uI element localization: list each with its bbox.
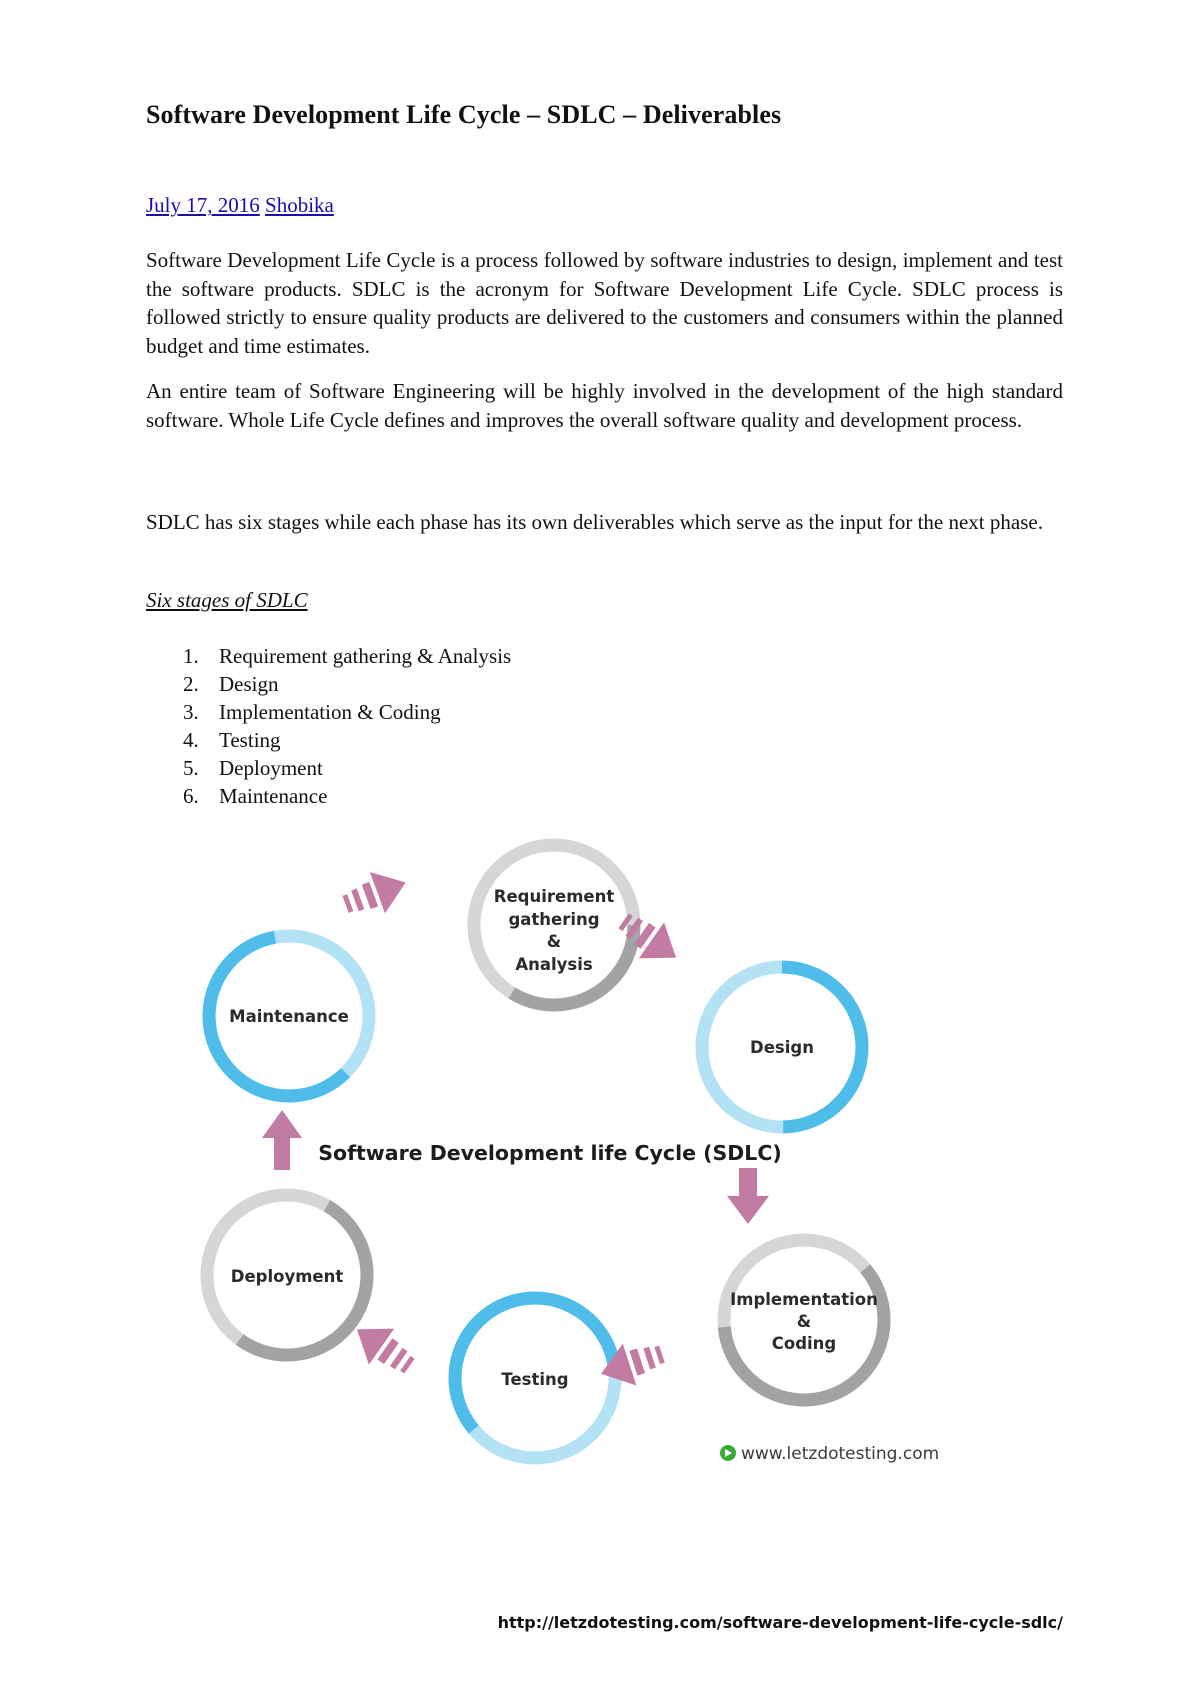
stage-label: Deployment	[219, 756, 323, 781]
footer-url: http://letzdotesting.com/software-development-life-cycle-sdlc/	[497, 1613, 1063, 1632]
stage-label: Implementation & Coding	[219, 700, 441, 725]
post-meta	[146, 193, 334, 218]
list-item: 4. Testing	[146, 726, 511, 754]
diagram-title: Software Development life Cycle (SDLC)	[318, 1141, 782, 1165]
node-label: Analysis	[515, 955, 593, 974]
stage-label: Maintenance	[219, 784, 328, 809]
credit	[720, 1444, 939, 1464]
node-label: Maintenance	[229, 1007, 349, 1026]
list-item: 3. Implementation & Coding	[146, 698, 511, 726]
node-label: Requirement	[493, 887, 615, 906]
arrow-maintenance-to-requirement	[338, 862, 413, 925]
node-label: Testing	[501, 1370, 569, 1389]
intro-paragraph: Software Development Life Cycle is a process followed by software industries to design, implement and test the software products. SDLC is the acronym for Software Development Life Cycle. SDLC process is followed strictly to ensure quality products are delivered to the customers and consumers within the planned budget and time estimates.	[146, 248, 1063, 358]
node-label: &	[796, 1312, 812, 1331]
stage-label: Testing	[219, 728, 281, 753]
arrow-deployment-to-maintenance	[262, 1110, 302, 1170]
node-label: Deployment	[230, 1267, 344, 1286]
list-item: 2. Design	[146, 670, 511, 698]
node-label: gathering	[508, 910, 600, 929]
stage-label: Design	[219, 672, 279, 697]
implementation-node	[691, 1207, 916, 1432]
team-paragraph: An entire team of Software Engineering will be highly involved in the development of the high standard software. Whole Life Cycle defines and improves the overall software quality and development process.	[146, 379, 1063, 432]
sdlc-cycle-diagram	[180, 830, 940, 1480]
credit-url: www.letzdotesting.com	[741, 1444, 940, 1464]
node-label: Design	[750, 1038, 814, 1057]
author-link[interactable]: Shobika	[265, 193, 334, 217]
stages-list	[146, 642, 511, 811]
node-label: Implementation	[730, 1290, 878, 1309]
maintenance-node	[180, 903, 402, 1129]
requirement-node	[474, 845, 634, 1005]
stages-heading: Six stages of SDLC	[146, 588, 308, 612]
node-label: &	[546, 932, 562, 951]
arrow-design-to-implementation	[727, 1168, 769, 1224]
list-item: 5. Deployment	[146, 754, 511, 782]
node-label: Coding	[771, 1334, 837, 1353]
stages-intro-paragraph: SDLC has six stages while each phase has its own deliverables which serve as the input for the next phase.	[146, 510, 1043, 534]
list-item: 1. Requirement gathering & Analysis	[146, 642, 511, 670]
article-title: Software Development Life Cycle – SDLC – Deliverables	[146, 100, 782, 129]
post-date-link[interactable]: July 17, 2016	[146, 193, 260, 217]
stage-label: Requirement gathering & Analysis	[219, 644, 512, 668]
deployment-node	[180, 1166, 396, 1385]
design-node	[702, 967, 862, 1127]
list-item: 6. Maintenance	[146, 782, 511, 810]
